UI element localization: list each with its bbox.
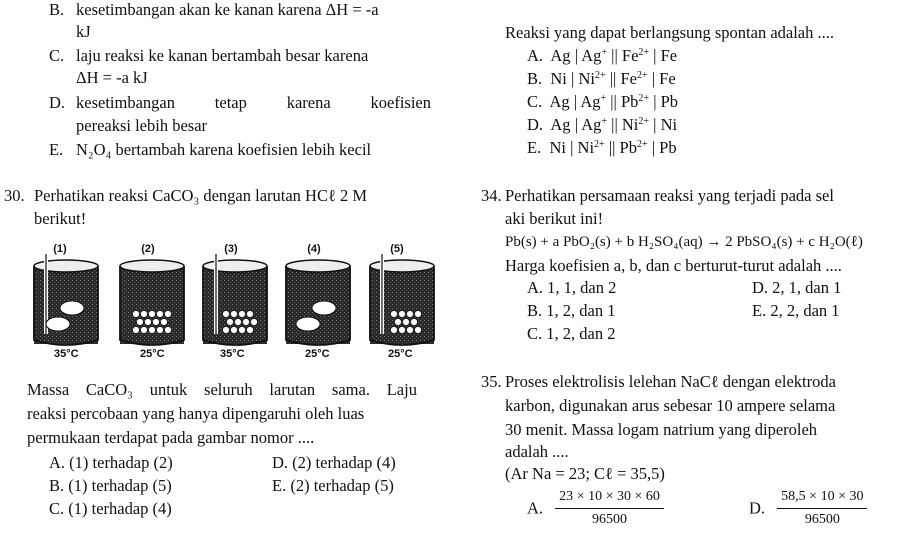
anode-ion-charge: + — [601, 47, 608, 58]
given-data: (Ar Na = 23; Cℓ = 35,5) — [505, 464, 665, 483]
word: larutan — [269, 380, 316, 399]
option-e[interactable]: E. (2) terhadap (5) — [272, 476, 394, 495]
question-text-line3: 30 menit. Massa logam natrium yang diperoleh — [505, 420, 818, 439]
anode-ion-charge: + — [600, 93, 607, 104]
q29-option-c-line1: laju reaksi ke kanan bertambah besar karena — [76, 46, 369, 65]
question-text-line1: Perhatikan persamaan reaksi yang terjadi pada sel — [505, 186, 834, 205]
option-c[interactable]: C. (1) terhadap (4) — [49, 499, 172, 518]
q29-option-c-line2: ΔH = -a kJ — [76, 68, 148, 87]
option-letter: B. — [527, 69, 543, 88]
word: sama. — [331, 380, 370, 399]
anode-ion-charge: 2+ — [594, 139, 605, 150]
option-letter: C. — [527, 92, 543, 111]
question-text-line3: Harga koefisien a, b, dan c berturut-turut adalah .... — [505, 256, 842, 275]
word: tetap — [214, 93, 247, 112]
anode-ion: Ag — [581, 115, 602, 134]
beaker-1-label: (1) — [53, 243, 67, 255]
cathode-ion: Fe — [621, 46, 639, 65]
anode-metal: Ag — [550, 115, 571, 134]
cathode-metal: Fe — [659, 69, 676, 88]
option-b[interactable]: B. (1) terhadap (5) — [49, 476, 172, 495]
cathode-metal: Fe — [660, 46, 678, 65]
option-d[interactable]: D. 2, 1, dan 1 — [752, 278, 842, 297]
beaker-rim — [120, 260, 184, 272]
beaker-2 — [120, 243, 184, 360]
question-text-line1: Perhatikan reaksi CaCO₃ dengan larutan HCℓ 2 M — [34, 186, 368, 205]
word: Laju — [386, 380, 417, 399]
q29-option-e-letter: E. — [49, 140, 64, 159]
beaker-5-temp: 25°C — [388, 348, 413, 360]
beaker-rim — [203, 260, 267, 272]
denominator: 96500 — [804, 512, 840, 527]
reaction-equation: Pb(s) + a PbO₂(s) + b H₂SO₄(aq) → 2 PbSO₄(s) + c H₂O(ℓ) — [505, 234, 863, 250]
option-letter: A. — [527, 498, 544, 518]
option-c[interactable]: C. 1, 2, dan 2 — [527, 324, 616, 343]
beaker-2-temp: 25°C — [140, 348, 165, 360]
formula: N₂O₄ — [76, 140, 112, 159]
anode-ion: Ag — [580, 92, 601, 111]
beaker-1-temp: 35°C — [54, 348, 79, 360]
anode-ion-charge: + — [601, 116, 608, 127]
option-letter: D. — [527, 115, 544, 134]
beaker-3-label: (3) — [224, 243, 238, 255]
question-body-line1 — [27, 380, 417, 400]
cathode-ion-charge: 2+ — [638, 116, 650, 127]
cathode-metal: Pb — [660, 92, 679, 111]
question-number: 35. — [481, 372, 502, 391]
option-a[interactable] — [527, 488, 664, 529]
anode-metal: Ni — [550, 69, 567, 88]
option-letter: E. — [527, 138, 542, 157]
beaker-4-temp: 25°C — [305, 348, 330, 360]
anode-ion: Ni — [578, 69, 595, 88]
cathode-metal: Ni — [660, 115, 678, 134]
beaker-5-label: (5) — [390, 243, 404, 255]
cathode-ion: Pb — [619, 138, 637, 157]
word: Massa — [27, 380, 70, 399]
beaker-rim — [370, 260, 434, 272]
beaker-4-label: (4) — [307, 243, 321, 255]
q29-option-b-letter: B. — [49, 0, 65, 19]
beaker-3-temp: 35°C — [220, 348, 245, 360]
option-letter: A. — [527, 46, 544, 65]
q29-option-e — [76, 140, 371, 160]
word: untuk — [149, 380, 188, 399]
question-prompt: Reaksi yang dapat berlangsung spontan adalah .... — [505, 23, 834, 42]
question-body-line2: reaksi percobaan yang hanya dipengaruhi oleh luas — [27, 404, 365, 423]
question-text-line4: adalah .... — [505, 442, 569, 461]
question-number: 30. — [4, 186, 25, 205]
beaker-rim — [286, 260, 350, 272]
option-c[interactable]: C. Ag | Ag+ || $Pb^{2+}$ | Pb — [527, 92, 679, 111]
question-text-line2: aki berikut ini! — [505, 209, 604, 228]
anode-metal: Ni — [549, 138, 566, 157]
option-d[interactable]: D. (2) terhadap (4) — [272, 453, 396, 472]
calcium-carbonate-chunk — [46, 317, 70, 331]
beakers-figure — [20, 236, 440, 362]
question-text-line2: berikut! — [34, 209, 87, 228]
beaker-rim — [34, 260, 98, 272]
anode-metal: Ag — [549, 92, 570, 111]
cathode-ion: Ni — [621, 115, 639, 134]
beaker-3 — [203, 243, 267, 360]
option-b[interactable]: B. Ni | $Ni^{2+}$ || $Fe^{2+}$ | Fe — [527, 69, 676, 88]
option-d[interactable] — [749, 488, 867, 529]
cathode-ion-charge: 2+ — [638, 93, 650, 104]
option-a[interactable]: A. (1) terhadap (2) — [49, 453, 173, 472]
beaker-4 — [286, 243, 350, 360]
option-d[interactable]: D. Ag | Ag+ || $Ni^{2+}$ | Ni — [527, 115, 678, 134]
cathode-ion: Pb — [620, 92, 639, 111]
q29-option-d-line2: pereaksi lebih besar — [76, 116, 208, 135]
denominator: 96500 — [592, 512, 628, 527]
cathode-metal: Pb — [659, 138, 677, 157]
option-e[interactable]: E. 2, 2, dan 1 — [752, 301, 840, 320]
question-body-line3: permukaan terdapat pada gambar nomor .... — [27, 428, 315, 447]
q29-option-d-letter: D. — [49, 93, 66, 112]
q29-option-b-line2: kJ — [76, 22, 91, 41]
option-b[interactable]: B. 1, 2, dan 1 — [527, 301, 616, 320]
option-e[interactable]: E. Ni | $Ni^{2+}$ || $Pb^{2+}$ | Pb — [527, 138, 677, 157]
calcium-carbonate-powder — [223, 311, 258, 334]
word: koefisien — [370, 93, 431, 112]
option-text: bertambah karena koefisien lebih kecil — [115, 140, 372, 159]
numerator: 23 × 10 × 30 × 60 — [555, 488, 664, 509]
question-text-line2: karbon, digunakan arus sebesar 10 ampere selama — [505, 396, 836, 415]
cathode-ion-charge: 2+ — [638, 47, 650, 58]
anode-ion: Ni — [577, 138, 595, 157]
word: CaCO₃ — [85, 380, 133, 399]
question-text-line1: Proses elektrolisis lelehan NaCℓ dengan elektroda — [505, 372, 836, 391]
fraction — [555, 488, 664, 529]
question-number: 34. — [481, 186, 502, 205]
anode-metal: Ag — [550, 46, 571, 65]
q29-option-b-line1: kesetimbangan akan ke kanan karena ΔH = -a — [76, 0, 379, 19]
q29-option-c-letter: C. — [49, 46, 65, 65]
cathode-ion-charge: 2+ — [636, 139, 648, 150]
option-a[interactable]: A. Ag | Ag+ || $Fe^{2+}$ | Fe — [527, 46, 678, 65]
beaker-5 — [370, 243, 434, 360]
calcium-carbonate-chunk — [296, 317, 320, 331]
cathode-ion: Fe — [620, 69, 637, 88]
word: kesetimbangan — [76, 93, 175, 112]
q29-option-d-line1 — [76, 93, 431, 113]
anode-ion: Ag — [581, 46, 602, 65]
numerator: 58,5 × 10 × 30 — [777, 488, 867, 509]
fraction — [777, 488, 867, 529]
word: seluruh — [204, 380, 253, 399]
word: karena — [286, 93, 331, 112]
option-a[interactable]: A. 1, 1, dan 2 — [527, 278, 617, 297]
cathode-ion-charge: 2+ — [636, 70, 648, 81]
calcium-carbonate-chunk — [312, 301, 336, 315]
option-letter: D. — [749, 498, 766, 518]
beaker-1 — [34, 243, 98, 360]
beaker-2-label: (2) — [141, 243, 155, 255]
anode-ion-charge: 2+ — [594, 70, 606, 81]
calcium-carbonate-chunk — [60, 301, 84, 315]
